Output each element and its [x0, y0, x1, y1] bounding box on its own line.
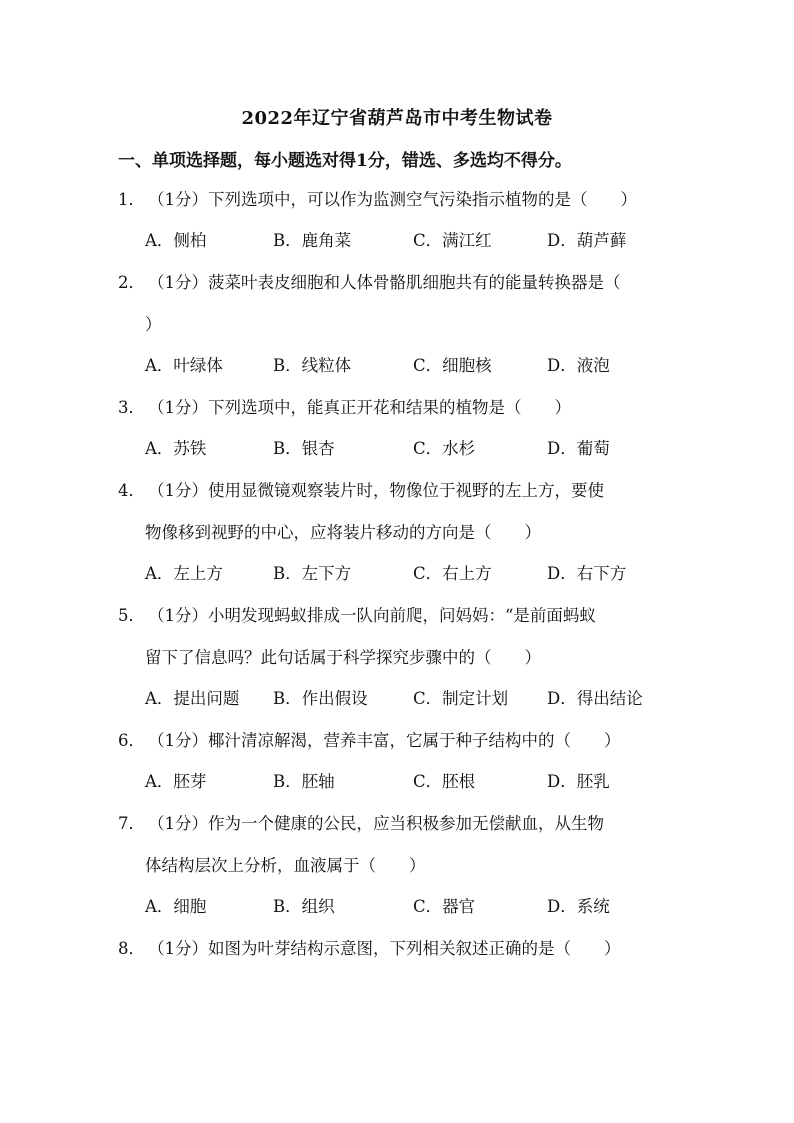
question-text: （1分）菠菜叶表皮细胞和人体骨骼肌细胞共有的能量转换器是（ — [148, 273, 621, 292]
option-c: C．满江红 — [413, 231, 492, 250]
option-d: D．葫芦藓 — [547, 231, 627, 250]
option-d: D．系统 — [547, 897, 610, 916]
option-b: B．作出假设 — [273, 689, 368, 708]
option-d: D．胚乳 — [547, 772, 610, 791]
section-heading: 一、单项选择题，每小题选对得1分，错选、多选均不得分。 — [118, 151, 572, 171]
question-number: 1． — [118, 190, 145, 209]
option-a: A．侧柏 — [145, 231, 207, 250]
question-text: （1分）下列选项中，能真正开花和结果的植物是（ ） — [148, 398, 571, 417]
option-b: B．左下方 — [273, 564, 352, 583]
question-text: （1分）椰汁清凉解渴，营养丰富，它属于种子结构中的（ ） — [148, 731, 621, 750]
option-a: A．胚芽 — [145, 772, 207, 791]
option-d: D．液泡 — [547, 356, 610, 375]
question-number: 7． — [118, 814, 145, 833]
exam-title: 2022年辽宁省葫芦岛市中考生物试卷 — [241, 108, 553, 129]
question-number: 2． — [118, 273, 145, 292]
option-c: C．细胞核 — [413, 356, 492, 375]
question-number: 8． — [118, 939, 145, 958]
question-number: 4． — [118, 481, 145, 500]
option-a: A．细胞 — [145, 897, 207, 916]
question-text-continued: 留下了信息吗？此句话属于科学探究步骤中的（ ） — [145, 648, 541, 667]
question-text: （1分）小明发现蚂蚁排成一队向前爬，问妈妈：“是前面蚂蚁 — [148, 606, 596, 625]
option-c: C．制定计划 — [413, 689, 509, 708]
question-text: （1分）使用显微镜观察装片时，物像位于视野的左上方，要使 — [148, 481, 604, 500]
option-a: A．苏铁 — [145, 439, 207, 458]
option-b: B．银杏 — [273, 439, 335, 458]
option-a: A．左上方 — [145, 564, 223, 583]
option-b: B．胚轴 — [273, 772, 335, 791]
question-text: （1分）下列选项中，可以作为监测空气污染指示植物的是（ ） — [148, 190, 637, 209]
option-a: A．提出问题 — [145, 689, 240, 708]
question-text: （1分）作为一个健康的公民，应当积极参加无偿献血，从生物 — [148, 814, 604, 833]
option-b: B．线粒体 — [273, 356, 352, 375]
question-text-continued: 物像移到视野的中心，应将装片移动的方向是（ ） — [145, 523, 541, 542]
question-number: 6． — [118, 731, 145, 750]
option-b: B．鹿角菜 — [273, 231, 352, 250]
option-c: C．右上方 — [413, 564, 492, 583]
option-c: C．器官 — [413, 897, 476, 916]
option-c: C．胚根 — [413, 772, 476, 791]
option-d: D．得出结论 — [547, 689, 643, 708]
question-text: （1分）如图为叶芽结构示意图，下列相关叙述正确的是（ ） — [148, 939, 621, 958]
question-text-continued: ） — [145, 315, 162, 334]
option-d: D．葡萄 — [547, 439, 610, 458]
option-a: A．叶绿体 — [145, 356, 223, 375]
option-d: D．右下方 — [547, 564, 627, 583]
option-c: C．水杉 — [413, 439, 476, 458]
question-text-continued: 体结构层次上分析，血液属于（ ） — [145, 856, 426, 875]
question-number: 5． — [118, 606, 145, 625]
option-b: B．组织 — [273, 897, 335, 916]
question-number: 3． — [118, 398, 145, 417]
